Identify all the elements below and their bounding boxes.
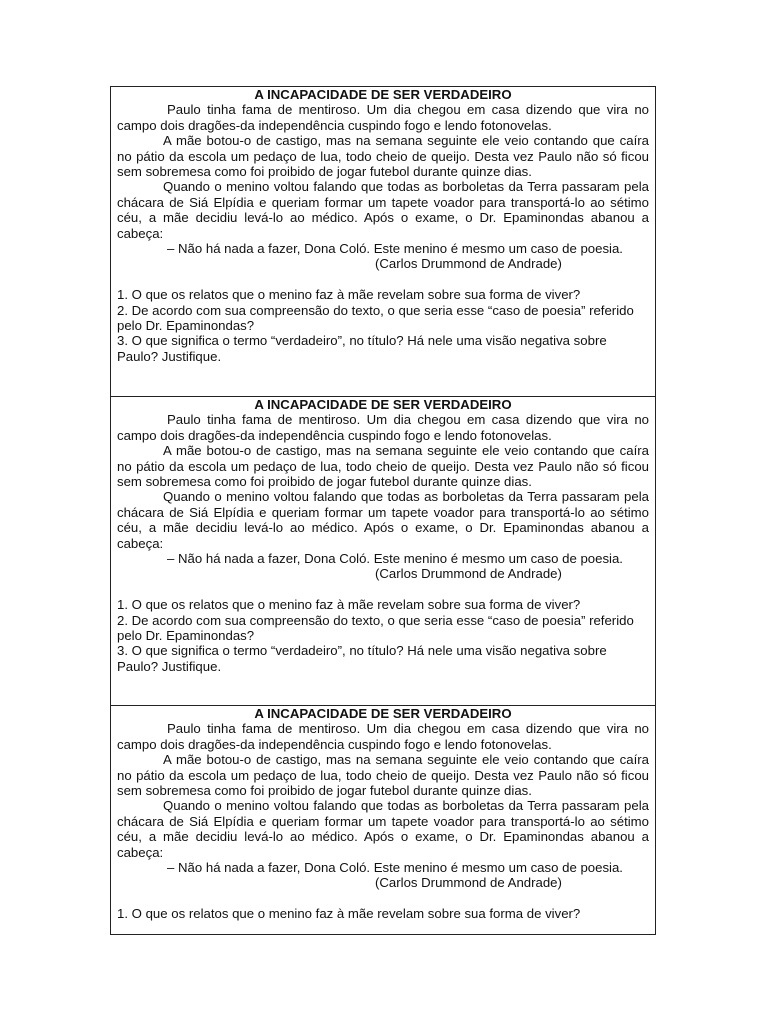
spacer <box>117 582 649 597</box>
story-paragraph: Quando o menino voltou falando que todas as borboletas da Terra passaram pela chácara de Siá Elpídia e queriam formar um tapete voador para transportá-lo ao sétimo céu, a mãe decidiu levá-lo ao médico. Após o exame, o Dr. Epaminondas abanou a cabeça: <box>117 798 649 860</box>
story-dialog: – Não há nada a fazer, Dona Coló. Este menino é mesmo um caso de poesia. <box>167 241 623 257</box>
author-credit: (Carlos Drummond de Andrade) <box>375 256 562 272</box>
worksheet-card <box>111 706 655 935</box>
author-credit: (Carlos Drummond de Andrade) <box>375 566 562 582</box>
question-item: 1. O que os relatos que o menino faz à mãe revelam sobre sua forma de viver? <box>117 287 581 303</box>
card-title: A INCAPACIDADE DE SER VERDADEIRO <box>254 87 512 102</box>
story-paragraph: Paulo tinha fama de mentiroso. Um dia chegou em casa dizendo que vira no campo dois dragões-da independência cuspindo fogo e lendo fotonovelas. <box>117 721 649 752</box>
spacer <box>117 891 649 906</box>
story-dialog: – Não há nada a fazer, Dona Coló. Este menino é mesmo um caso de poesia. <box>167 551 623 567</box>
question-item: 1. O que os relatos que o menino faz à mãe revelam sobre sua forma de viver? <box>117 597 581 613</box>
worksheet-card <box>111 397 655 706</box>
story-paragraph: A mãe botou-o de castigo, mas na semana seguinte ele veio contando que caíra no pátio da escola um pedaço de lua, todo cheio de queijo. Desta vez Paulo não só ficou sem sobremesa como foi proibido de jogar futebol durante quinze dias. <box>117 443 649 490</box>
question-item: 2. De acordo com sua compreensão do texto, o que seria esse “caso de poesia” referido pelo Dr. Epaminondas? <box>117 302 634 334</box>
story-paragraph: A mãe botou-o de castigo, mas na semana seguinte ele veio contando que caíra no pátio da escola um pedaço de lua, todo cheio de queijo. Desta vez Paulo não só ficou sem sobremesa como foi proibido de jogar futebol durante quinze dias. <box>117 133 649 180</box>
spacer <box>117 272 649 287</box>
worksheet-card <box>111 87 655 397</box>
story-paragraph: A mãe botou-o de castigo, mas na semana seguinte ele veio contando que caíra no pátio da escola um pedaço de lua, todo cheio de queijo. Desta vez Paulo não só ficou sem sobremesa como foi proibido de jogar futebol durante quinze dias. <box>117 752 649 799</box>
question-item: 3. O que significa o termo “verdadeiro”, no título? Há nele uma visão negativa sobre Paulo? Justifique. <box>117 643 607 674</box>
question-item: 1. O que os relatos que o menino faz à mãe revelam sobre sua forma de viver? <box>117 906 581 922</box>
question-item: 2. De acordo com sua compreensão do texto, o que seria esse “caso de poesia” referido pelo Dr. Epaminondas? <box>117 612 634 644</box>
story-paragraph: Paulo tinha fama de mentiroso. Um dia chegou em casa dizendo que vira no campo dois dragões-da independência cuspindo fogo e lendo fotonovelas. <box>117 102 649 133</box>
worksheet-sheet <box>110 86 656 935</box>
question-item: 3. O que significa o termo “verdadeiro”, no título? Há nele uma visão negativa sobre Paulo? Justifique. <box>117 333 607 364</box>
author-credit: (Carlos Drummond de Andrade) <box>375 875 562 891</box>
card-title: A INCAPACIDADE DE SER VERDADEIRO <box>254 397 512 412</box>
story-paragraph: Paulo tinha fama de mentiroso. Um dia chegou em casa dizendo que vira no campo dois dragões-da independência cuspindo fogo e lendo fotonovelas. <box>117 412 649 443</box>
story-paragraph: Quando o menino voltou falando que todas as borboletas da Terra passaram pela chácara de Siá Elpídia e queriam formar um tapete voador para transportá-lo ao sétimo céu, a mãe decidiu levá-lo ao médico. Após o exame, o Dr. Epaminondas abanou a cabeça: <box>117 489 649 551</box>
card-title: A INCAPACIDADE DE SER VERDADEIRO <box>254 706 512 721</box>
story-dialog: – Não há nada a fazer, Dona Coló. Este menino é mesmo um caso de poesia. <box>167 860 623 876</box>
story-paragraph: Quando o menino voltou falando que todas as borboletas da Terra passaram pela chácara de Siá Elpídia e queriam formar um tapete voador para transportá-lo ao sétimo céu, a mãe decidiu levá-lo ao médico. Após o exame, o Dr. Epaminondas abanou a cabeça: <box>117 179 649 241</box>
